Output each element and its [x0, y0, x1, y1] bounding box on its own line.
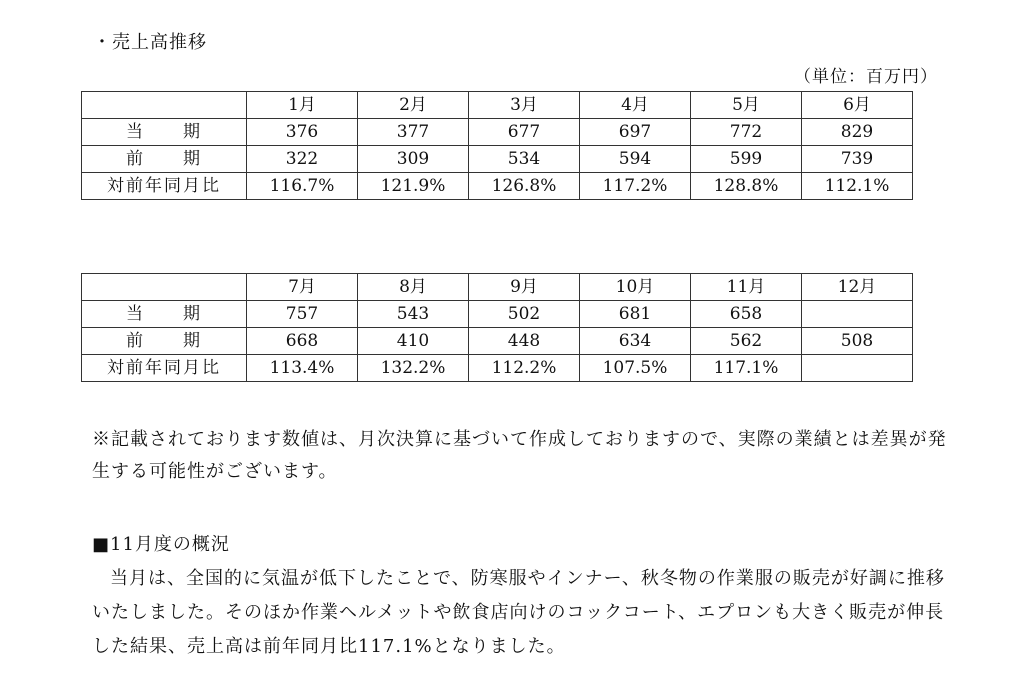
- value-cell: 668: [247, 328, 358, 355]
- table-row-previous: [82, 146, 913, 173]
- month-header: 3月: [469, 92, 580, 119]
- ratio-cell: 116.7%: [247, 173, 358, 200]
- month-header: 8月: [358, 274, 469, 301]
- month-header: 2月: [358, 92, 469, 119]
- value-cell: 410: [358, 328, 469, 355]
- row-label-previous: 前 期: [82, 146, 247, 173]
- section-title: ・売上高推移: [93, 32, 207, 53]
- sales-table-jan-jun: [81, 91, 913, 200]
- value-cell: 658: [691, 301, 802, 328]
- ratio-cell: 121.9%: [358, 173, 469, 200]
- table-row-current: [82, 301, 913, 328]
- value-cell: 502: [469, 301, 580, 328]
- value-cell: 697: [580, 119, 691, 146]
- row-label-previous: 前 期: [82, 328, 247, 355]
- month-header: 12月: [802, 274, 913, 301]
- table-header-row: [82, 92, 913, 119]
- value-cell: 739: [802, 146, 913, 173]
- table-row-ratio: [82, 355, 913, 382]
- row-label-current: 当 期: [82, 119, 247, 146]
- overview-body: 当月は、全国的に気温が低下したことで、防寒服やインナー、秋冬物の作業服の販売が好調に推移いたしました。そのほか作業ヘルメットや飲食店向けのコックコート、エプロンも大きく販売が伸長した結果、売上高は前年同月比117.1%となりました。: [92, 568, 945, 657]
- value-cell: 757: [247, 301, 358, 328]
- value-cell: 543: [358, 301, 469, 328]
- table-row-previous: [82, 328, 913, 355]
- row-label-ratio: 対前年同月比: [82, 355, 247, 382]
- ratio-cell: 128.8%: [691, 173, 802, 200]
- month-header: 1月: [247, 92, 358, 119]
- value-cell: 322: [247, 146, 358, 173]
- ratio-cell: [802, 355, 913, 382]
- value-cell: 634: [580, 328, 691, 355]
- unit-label: （単位：百万円）: [794, 67, 938, 87]
- ratio-cell: 107.5%: [580, 355, 691, 382]
- value-cell: 508: [802, 328, 913, 355]
- value-cell: 377: [358, 119, 469, 146]
- ratio-cell: 117.2%: [580, 173, 691, 200]
- value-cell: [802, 301, 913, 328]
- ratio-cell: 113.4%: [247, 355, 358, 382]
- month-header: 6月: [802, 92, 913, 119]
- header-blank-cell: [82, 274, 247, 301]
- value-cell: 599: [691, 146, 802, 173]
- ratio-cell: 112.2%: [469, 355, 580, 382]
- value-cell: 562: [691, 328, 802, 355]
- month-header: 7月: [247, 274, 358, 301]
- row-label-ratio: 対前年同月比: [82, 173, 247, 200]
- sales-table-jul-dec: [81, 273, 913, 382]
- overview-heading: ■11月度の概況: [92, 534, 230, 555]
- month-header: 5月: [691, 92, 802, 119]
- row-label-current: 当 期: [82, 301, 247, 328]
- value-cell: 681: [580, 301, 691, 328]
- header-blank-cell: [82, 92, 247, 119]
- disclaimer-note: ※記載されております数値は、月次決算に基づいて作成しておりますので、実際の業績とは差異が発生する可能性がございます。: [92, 429, 947, 482]
- month-header: 9月: [469, 274, 580, 301]
- value-cell: 376: [247, 119, 358, 146]
- value-cell: 448: [469, 328, 580, 355]
- value-cell: 309: [358, 146, 469, 173]
- ratio-cell: 112.1%: [802, 173, 913, 200]
- table-row-ratio: [82, 173, 913, 200]
- month-header: 4月: [580, 92, 691, 119]
- ratio-cell: 132.2%: [358, 355, 469, 382]
- value-cell: 594: [580, 146, 691, 173]
- ratio-cell: 126.8%: [469, 173, 580, 200]
- table-row-current: [82, 119, 913, 146]
- table-header-row: [82, 274, 913, 301]
- value-cell: 677: [469, 119, 580, 146]
- month-header: 10月: [580, 274, 691, 301]
- value-cell: 829: [802, 119, 913, 146]
- value-cell: 534: [469, 146, 580, 173]
- ratio-cell: 117.1%: [691, 355, 802, 382]
- month-header: 11月: [691, 274, 802, 301]
- value-cell: 772: [691, 119, 802, 146]
